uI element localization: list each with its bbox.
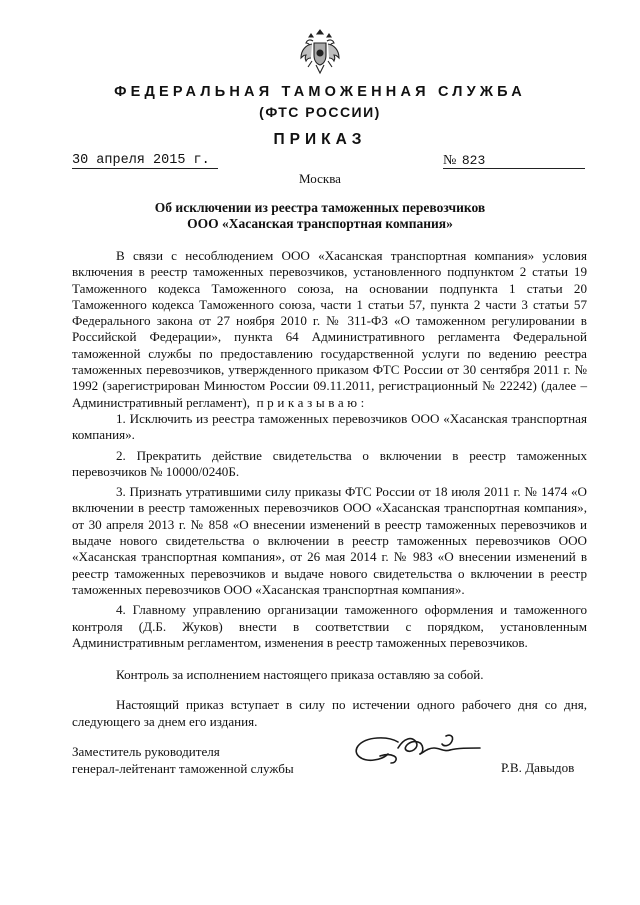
order-number-value: 823: [461, 153, 486, 168]
order-number: [443, 153, 585, 169]
order-city: Москва: [299, 171, 341, 186]
order-word: приказываю:: [256, 394, 368, 410]
item-3: 3. Признать утратившими силу приказы ФТС России от 18 июля 2011 г. № 1474 «О включении в реестр таможенных перевозчиков ООО «Хасанская транспортная компания», от 30 апреля 2013 г. № 858 «О внесении изменений в реестр таможенных перевозчиков и выдаче нового свидетельства о включении в реестр таможенных перевозчиков ООО «Хасанская транспортная компания», от 26 мая 2014 г. № 983 «О внесении изменений в реестр таможенных перевозчиков и выдаче нового свидетельства о включении в реестр таможенных перевозчиков ООО «Хасанская транспортная компания».: [72, 484, 587, 597]
document-type: ПРИКАЗ: [273, 131, 367, 148]
order-title: [0, 200, 640, 232]
signatory-position: [72, 743, 294, 777]
order-date: 30 апреля 2015 г.: [72, 153, 218, 169]
eagle-emblem-icon: [299, 28, 341, 76]
signatory-position-line2: генерал-лейтенант таможенной службы: [72, 761, 294, 776]
intro-text: В связи с несоблюдением ООО «Хасанская транспортная компания» условия включения в реестр таможенных перевозчиков, установленного подпунктом 2 статьи 19 Таможенного кодекса Таможенного союза, на основании подпункта 1 статьи 20 Таможенного кодекса Таможенного союза, части 1 статьи 57, пункта 2 части 3 статьи 57 Федерального закона от 27 ноября 2010 г. № 311-ФЗ «О таможенном регулировании в Российской Федерации», пункта 64 Административного регламента Федеральной таможенной службы по предоставлению государственной услуги по ведению реестра таможенных перевозчиков, утвержденного приказом ФТС России от 30 сентября 2011 г. № 1992 (зарегистрирован Минюстом России 09.11.2011, регистрационный № 22242) (далее – Административный регламент),: [72, 248, 587, 410]
handwritten-signature-icon: [350, 728, 490, 778]
effective-paragraph: Настоящий приказ вступает в силу по истечении одного рабочего дня со дня, следующего за днем его издания.: [72, 697, 587, 729]
order-title-line2: ООО «Хасанская транспортная компания»: [187, 216, 453, 231]
order-title-line1: Об исключении из реестра таможенных перевозчиков: [154, 200, 486, 215]
item-4: 4. Главному управлению организации таможенного оформления и таможенного контроля (Д.Б. Жуков) внести в соответствии с порядком, установленным Административным регламентом, изменения в реестр таможенных перевозчиков.: [72, 602, 587, 650]
agency-abbreviation: (ФТС РОССИИ): [259, 104, 381, 120]
intro-paragraph: [72, 248, 587, 411]
order-number-prefix: №: [443, 153, 457, 168]
agency-name: ФЕДЕРАЛЬНАЯ ТАМОЖЕННАЯ СЛУЖБА: [114, 84, 526, 100]
control-paragraph: Контроль за исполнением настоящего приказа оставляю за собой.: [116, 667, 484, 683]
signatory-position-line1: Заместитель руководителя: [72, 744, 220, 759]
item-1: 1. Исключить из реестра таможенных перевозчиков ООО «Хасанская транспортная компания».: [72, 410, 587, 443]
signatory-name: Р.В. Давыдов: [501, 760, 575, 775]
order-body: [72, 248, 587, 730]
item-2: 2. Прекратить действие свидетельства о включении в реестр таможенных перевозчиков № 10000/0240Б.: [72, 447, 587, 479]
